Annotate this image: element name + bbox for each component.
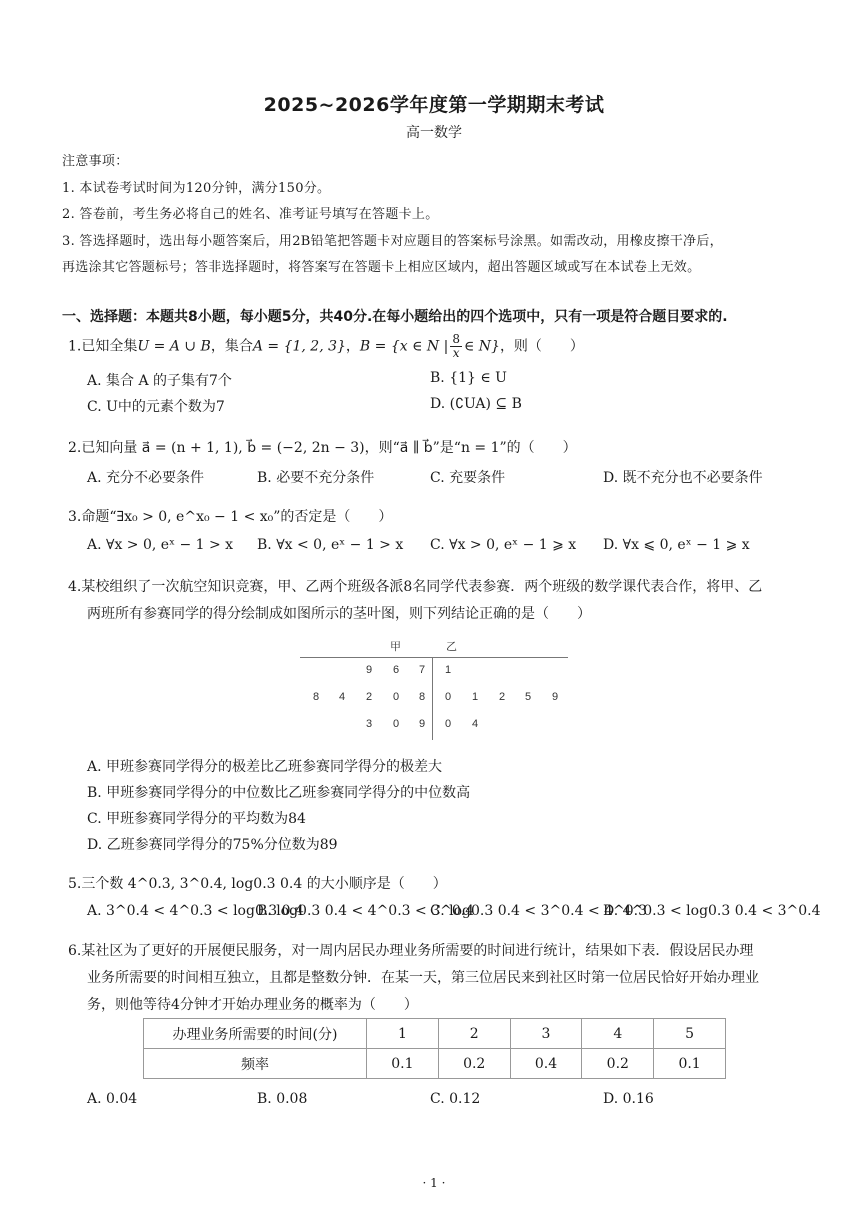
q4-option-c: C. 甲班参赛同学得分的平均数为84	[87, 811, 306, 827]
leaf-yi: 1	[472, 691, 479, 703]
q2-option-d: D. 既不充分也不必要条件	[603, 470, 763, 486]
q2-option-c: C. 充要条件	[430, 470, 506, 486]
leaf-jia: 0	[393, 691, 400, 703]
leaf-jia: 9	[366, 664, 373, 676]
leaf-yi: 0	[445, 718, 452, 730]
leaf-yi: 9	[552, 691, 559, 703]
leaf-yi: 1	[445, 664, 452, 676]
exam-title: 2025~2026学年度第一学期期末考试	[263, 94, 605, 116]
stem: 7	[419, 664, 426, 676]
question-3-stem: 3.命题“∃x₀ > 0, e^x₀ − 1 < x₀”的否定是（ ）	[68, 509, 393, 525]
leaf-jia: 2	[366, 691, 373, 703]
question-4-stem-line2: 两班所有参赛同学的得分绘制成如图所示的茎叶图，则下列结论正确的是（ ）	[87, 606, 591, 622]
question-1-stem: 1.已知全集U = A ∪ B，集合A = {1, 2, 3}，B = {x ∈ N | $\frac{8}{x}$ ∈ N}，则（ ）	[68, 332, 584, 360]
notice-item-2: 2. 答卷前，考生务必将自己的姓名、准考证号填写在答题卡上。	[62, 207, 439, 222]
leaf-jia: 6	[393, 664, 400, 676]
question-6-stem-line1: 6.某社区为了更好的开展便民服务，对一周内居民办理业务所需要的时间进行统计，结果如下表．假设居民办理	[68, 943, 754, 959]
table-cell: 3	[510, 1019, 582, 1049]
section-heading: 一、选择题：本题共8小题，每小题5分，共40分.在每小题给出的四个选项中，只有一项是符合题目要求的.	[62, 309, 728, 325]
table-cell: 1	[367, 1019, 439, 1049]
frequency-table	[143, 1018, 726, 1079]
label-class-jia: 甲	[390, 641, 401, 653]
table-cell: 0.1	[654, 1049, 726, 1079]
page-number: · 1 ·	[422, 1176, 446, 1190]
question-6-stem-line2: 业务所需要的时间相互独立，且都是整数分钟．在某一天，第三位居民来到社区时第一位居民恰好开始办理业	[87, 970, 759, 986]
exam-subject: 高一数学	[406, 125, 462, 141]
q1-option-b: B. {1} ∈ U	[430, 370, 507, 386]
q4-option-b: B. 甲班参赛同学得分的中位数比乙班参赛同学得分的中位数高	[87, 785, 471, 801]
label-class-yi: 乙	[446, 641, 457, 653]
notice-item-3: 3. 答选择题时，选出每小题答案后，用2B铅笔把答题卡对应题目的答案标号涂黑。如需改动，用橡皮擦干净后，	[62, 234, 723, 249]
q3-option-b: B. ∀x < 0, eˣ − 1 > x	[257, 537, 404, 553]
q5-option-c: C. log0.3 0.4 < 3^0.4 < 4^0.3	[430, 903, 648, 919]
stem: 8	[419, 691, 426, 703]
q6-option-d: D. 0.16	[603, 1091, 654, 1107]
question-2-stem: 2.已知向量 a⃗ = (n + 1, 1), b⃗ = (−2, 2n − 3)，则“a⃗ ∥ b⃗”是“n = 1”的（ ）	[68, 440, 577, 456]
q6-option-c: C. 0.12	[430, 1091, 481, 1107]
q3-option-d: D. ∀x ⩽ 0, eˣ − 1 ⩾ x	[603, 537, 750, 553]
table-cell: 0.4	[510, 1049, 582, 1079]
table-cell: 5	[654, 1019, 726, 1049]
notice-item-1: 1. 本试卷考试时间为120分钟，满分150分。	[62, 181, 331, 196]
table-cell: 0.2	[438, 1049, 510, 1079]
q2-option-b: B. 必要不充分条件	[257, 470, 375, 486]
notice-item-3-cont: 再选涂其它答题标号；答非选择题时，将答案写在答题卡上相应区域内，超出答题区域或写在本试卷上无效。	[62, 260, 701, 275]
stem-leaf-divider	[300, 657, 568, 658]
q1-option-a: A. 集合 A 的子集有7个	[87, 373, 232, 389]
question-6-stem-line3: 务，则他等待4分钟才开始办理业务的概率为（ ）	[87, 997, 418, 1013]
q6-option-a: A. 0.04	[87, 1091, 138, 1107]
leaf-yi: 2	[499, 691, 506, 703]
stem: 9	[419, 718, 426, 730]
q1-option-d: D. (∁UA) ⊆ B	[430, 396, 522, 412]
q5-option-a: A. 3^0.4 < 4^0.3 < log0.3 0.4	[87, 903, 304, 919]
table-header-cell: 办理业务所需要的时间(分)	[144, 1019, 367, 1049]
table-row	[144, 1019, 726, 1049]
leaf-yi: 0	[445, 691, 452, 703]
stem-leaf-axis	[432, 658, 433, 740]
q6-option-b: B. 0.08	[257, 1091, 308, 1107]
q3-option-a: A. ∀x > 0, eˣ − 1 > x	[87, 537, 234, 553]
q4-option-a: A. 甲班参赛同学得分的极差比乙班参赛同学得分的极差大	[87, 759, 443, 775]
leaf-yi: 4	[472, 718, 479, 730]
q5-option-d: D. 4^0.3 < log0.3 0.4 < 3^0.4	[603, 903, 821, 919]
q3-option-c: C. ∀x > 0, eˣ − 1 ⩾ x	[430, 537, 577, 553]
q4-option-d: D. 乙班参赛同学得分的75%分位数为89	[87, 837, 338, 853]
notice-heading: 注意事项：	[62, 154, 129, 169]
table-cell: 0.2	[582, 1049, 654, 1079]
table-row	[144, 1049, 726, 1079]
q2-option-a: A. 充分不必要条件	[87, 470, 205, 486]
q5-option-b: B. log0.3 0.4 < 4^0.3 < 3^0.4	[257, 903, 475, 919]
question-5-stem: 5.三个数 4^0.3, 3^0.4, log0.3 0.4 的大小顺序是（ ）	[68, 876, 447, 892]
leaf-jia: 0	[393, 718, 400, 730]
table-header-cell: 频率	[144, 1049, 367, 1079]
leaf-jia: 8	[313, 691, 320, 703]
leaf-jia: 4	[339, 691, 346, 703]
fraction: $\frac{8}{x}$	[452, 332, 460, 360]
table-cell: 2	[438, 1019, 510, 1049]
leaf-yi: 5	[525, 691, 532, 703]
table-cell: 4	[582, 1019, 654, 1049]
q1-option-c: C. U中的元素个数为7	[87, 399, 225, 415]
question-4-stem-line1: 4.某校组织了一次航空知识竞赛，甲、乙两个班级各派8名同学代表参赛．两个班级的数学课代表合作，将甲、乙	[68, 579, 763, 595]
leaf-jia: 3	[366, 718, 373, 730]
table-cell: 0.1	[367, 1049, 439, 1079]
